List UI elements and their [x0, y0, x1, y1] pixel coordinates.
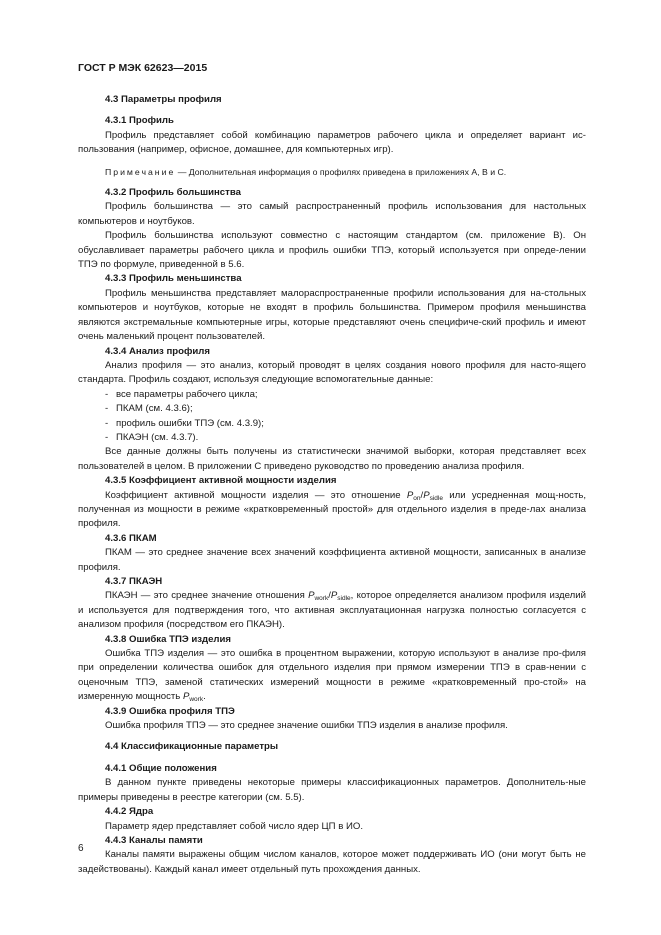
note: [78, 165, 586, 179]
section-heading-4-3-8: 4.3.8 Ошибка ТПЭ изделия: [105, 633, 232, 645]
paragraph: Ошибка ТПЭ изделия — это ошибка в процентном выражении, которую используют в анализе про-филя при определении количества ошибок для отдельного изделия при прямом измерении ТПЭ в срав-нении с оценочным ТПЭ, заменой статических измерений мощности в режиме «кратковременный про-стой» на измеренную мощность $P_{work}$.: [78, 648, 586, 704]
section-heading-4-3-6: 4.3.6 ПКАМ: [105, 532, 157, 544]
paragraph: ПКАМ — это среднее значение всех значений коэффициента активной мощности, записанных в анализе профиля.: [78, 547, 586, 573]
paragraph: Каналы памяти выражены общим числом каналов, которое может поддерживать ИО (они могут быть не задействованы). Каждый канал имеет отдельный путь прохождения данных.: [78, 849, 586, 875]
section-heading-4-3-5: 4.3.5 Коэффициент активной мощности изделия: [105, 475, 337, 487]
paragraph: Профиль большинства — это самый распространенный профиль использования для настольных компьютеров и ноутбуков.: [78, 201, 586, 227]
section-heading-4-3-2: 4.3.2 Профиль большинства: [105, 187, 241, 199]
paragraph: Профиль меньшинства представляет малораспространенные профили использования для на-стольных компьютеров и ноутбуков, которые не входят в профиль большинства. Примером профиля меньшинства являются экстремальные компьютерные игры, которые представляют очень специфиче-ский профиль и имеют очень маленький процент пользователей.: [78, 287, 586, 343]
paragraph: Ошибка профиля ТПЭ — это среднее значение ошибки ТПЭ изделия в анализе профиля.: [105, 720, 508, 732]
paragraph: ПКАЭН — это среднее значение отношения $P_{work}/P_{sidle}$, которое определяется анализом профиля изделий и используется для подтверждения того, что активная эксплуатационная нагрузка полностью согласуется с анализом профиля (посредством его ПКАЭН).: [78, 590, 586, 631]
page-number: 6: [78, 843, 84, 854]
section-heading-4-4-3: 4.4.3 Каналы памяти: [105, 834, 203, 846]
paragraph: В данном пункте приведены некоторые примеры классификационных параметров. Дополнитель-ные примеры приведены в реестре категории (см. 5.5).: [78, 777, 586, 803]
section-heading-4-3-1: 4.3.1 Профиль: [105, 115, 174, 127]
paragraph: Коэффициент активной мощности изделия — это отношение $P_{on}/P_{sidle}$ или усредненная мощ-ность, полученная из мощности в режиме «кратковременный простой» для отдельного изделия в преде-лах анализа профиля.: [78, 489, 587, 530]
section-heading-4-4-1: 4.4.1 Общие положения: [105, 762, 217, 774]
paragraph: Профиль представляет собой комбинацию параметров рабочего цикла и определяет вариант ис-пользования (например, офисное, домашнее, для компьютерных игр).: [78, 129, 586, 156]
paragraph: Все данные должны быть получены из статистически значимой выборки, которая представляет всех пользователей в целом. В приложении С приведено руководство по проведению анализа профиля.: [78, 446, 586, 472]
section-heading-4-3-3: 4.3.3 Профиль меньшинства: [105, 273, 242, 285]
list-item: - профиль ошибки ТПЭ (см. 4.3.9);: [105, 417, 264, 429]
document-body: [78, 93, 586, 877]
section-heading-4-3-4: 4.3.4 Анализ профиля: [105, 345, 210, 357]
section-heading-4-4: 4.4 Классификационные параметры: [105, 741, 279, 753]
list-item: - все параметры рабочего цикла;: [105, 388, 258, 400]
section-heading-4-4-2: 4.4.2 Ядра: [105, 806, 154, 818]
paragraph: Анализ профиля — это анализ, который проводят в целях создания нового профиля для насто-ящего стандарта. Профиль создают, используя следующие вспомогательные данные:: [78, 359, 586, 386]
paragraph: Профиль большинства используют совместно с настоящим стандартом (см. приложение В). Он обуславливает параметры рабочего цикла и профиль ошибки ТПЭ, который используется при опреде-лении ТПЭ по формуле, приведенной в 5.6.: [78, 230, 586, 271]
note-text: — Дополнительная информация о профилях приведена в приложениях А, В и С.: [175, 166, 507, 177]
document-header: ГОСТ Р МЭК 62623—2015: [78, 62, 208, 74]
paragraph: Параметр ядер представляет собой число ядер ЦП в ИО.: [105, 820, 363, 832]
section-heading-4-3-9: 4.3.9 Ошибка профиля ТПЭ: [105, 705, 235, 717]
section-heading-4-3: 4.3 Параметры профиля: [105, 94, 222, 105]
list-item: - ПКАЭН (см. 4.3.7).: [105, 431, 199, 443]
section-heading-4-3-7: 4.3.7 ПКАЭН: [105, 576, 163, 587]
note-label: Примечание: [105, 166, 176, 177]
list-item: - ПКАМ (см. 4.3.6);: [105, 403, 193, 415]
